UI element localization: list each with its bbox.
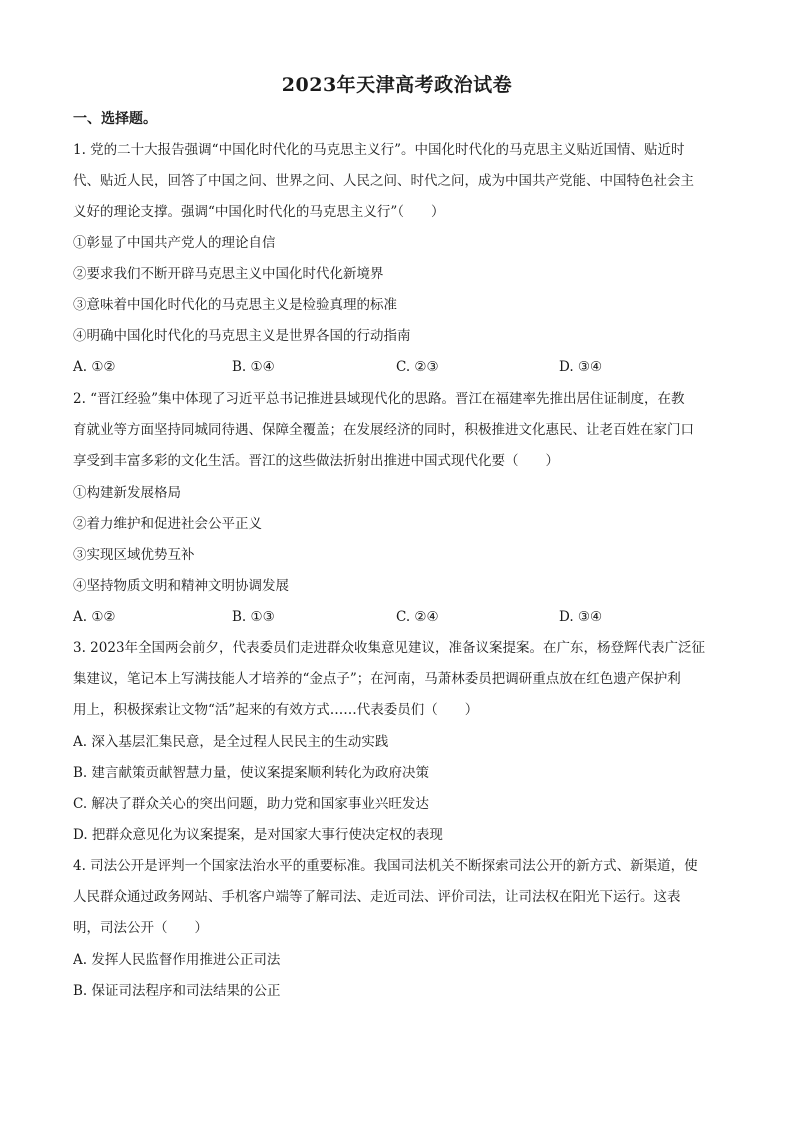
q4-stem-line: 明，司法公开（ ） (73, 920, 208, 936)
q1-option-b: B. ①④ (232, 359, 275, 375)
q2-statement: ②着力维护和促进社会公平正义 (73, 516, 262, 532)
q1-stem-line: 1. 党的二十大报告强调“中国化时代化的马克思主义行”。中国化时代化的马克思主义贴近国情、贴近时 (73, 142, 685, 158)
q1-statement: ③意味着中国化时代化的马克思主义是检验真理的标准 (73, 297, 397, 313)
q2-option-d: D. ③④ (559, 609, 603, 625)
q1-option-d: D. ③④ (559, 359, 603, 375)
q4-stem-line: 4. 司法公开是评判一个国家法治水平的重要标准。我国司法机关不断探索司法公开的新方式、新渠道，使 (73, 858, 698, 874)
q4-choice-b: B. 保证司法程序和司法结果的公正 (73, 983, 281, 999)
q2-statement: ③实现区域优势互补 (73, 547, 195, 563)
q3-stem-line: 3. 2023年全国两会前夕，代表委员们走进群众收集意见建议，准备议案提案。在广东，杨登辉代表广泛征 (73, 640, 706, 656)
q1-statement: ④明确中国化时代化的马克思主义是世界各国的行动指南 (73, 328, 411, 344)
q1-option-a: A. ①② (73, 359, 116, 375)
q4-choice-a: A. 发挥人民监督作用推进公正司法 (73, 952, 281, 968)
q3-choice-c: C. 解决了群众关心的突出问题，助力党和国家事业兴旺发达 (73, 796, 429, 812)
q2-option-a: A. ①② (73, 609, 116, 625)
q2-statement: ④坚持物质文明和精神文明协调发展 (73, 578, 289, 594)
q1-option-c: C. ②③ (396, 359, 439, 375)
q2-statement: ①构建新发展格局 (73, 485, 181, 501)
q2-option-b: B. ①③ (232, 609, 275, 625)
q1-stem-line: 代、贴近人民，回答了中国之问、世界之问、人民之问、时代之问，成为中国共产党能、中国特色社会主 (73, 173, 694, 189)
q1-stem-line: 义好的理论支撑。强调“中国化时代化的马克思主义行”（ ） (73, 204, 445, 220)
q3-stem-line: 集建议，笔记本上写满技能人才培养的“金点子”；在河南，马萧林委员把调研重点放在红色遗产保护利 (73, 671, 681, 687)
q2-stem-line: 育就业等方面坚持同城同待遇、保障全覆盖；在发展经济的同时，积极推进文化惠民、让老百姓在家门口 (73, 422, 694, 438)
q2-stem-line: 享受到丰富多彩的文化生活。晋江的这些做法折射出推进中国式现代化要（ ） (73, 453, 559, 469)
q3-choice-a: A. 深入基层汇集民意，是全过程人民民主的生动实践 (73, 734, 389, 750)
page-title: 2023年天津高考政治试卷 (281, 74, 513, 96)
section-heading: 一、选择题。 (73, 111, 157, 127)
q1-statement: ②要求我们不断开辟马克思主义中国化时代化新境界 (73, 266, 384, 282)
q4-stem-line: 人民群众通过政务网站、手机客户端等了解司法、走近司法、评价司法，让司法权在阳光下运行。这表 (73, 889, 681, 905)
q3-choice-d: D. 把群众意见化为议案提案，是对国家大事行使决定权的表现 (73, 827, 443, 843)
q3-choice-b: B. 建言献策贡献智慧力量，使议案提案顺利转化为政府决策 (73, 765, 430, 781)
q2-stem-line: 2. “晋江经验”集中体现了习近平总书记推进县域现代化的思路。晋江在福建率先推出居住证制度，在教 (73, 391, 685, 407)
q1-statement: ①彰显了中国共产党人的理论自信 (73, 235, 276, 251)
q2-option-c: C. ②④ (396, 609, 439, 625)
q3-stem-line: 用上，积极探索让文物“活”起来的有效方式……代表委员们（ ） (73, 702, 479, 718)
